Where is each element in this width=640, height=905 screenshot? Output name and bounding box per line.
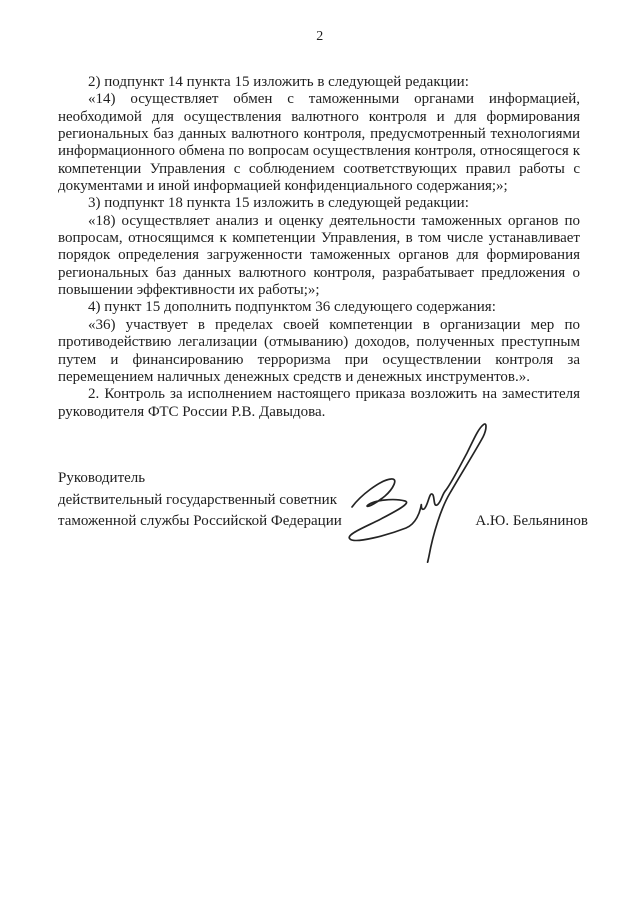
- document-body: [58, 74, 580, 421]
- text-line: 2) подпункт 14 пункта 15 изложить в следующей редакции:: [88, 74, 469, 90]
- text-line: региональных баз данных валютного контроля, предусмотренный технологиями: [58, 126, 580, 143]
- signer-service-line: таможенной службы Российской Федерации: [58, 513, 342, 529]
- text-line: повышении эффективности их работы;»;: [58, 282, 320, 299]
- text-line: документами и иной информацией конфиденциального содержания;»;: [58, 178, 508, 195]
- text-line: противодействию легализации (отмыванию) доходов, полученных преступным: [58, 334, 580, 351]
- text-line: 4) пункт 15 дополнить подпунктом 36 следующего содержания:: [88, 299, 496, 316]
- signer-rank-line: действительный государственный советник: [58, 491, 338, 508]
- signature-row: [58, 511, 588, 533]
- text-line: 2. Контроль за исполнением настоящего приказа возложить на заместителя: [88, 386, 580, 403]
- text-line: перемещением наличных денежных средств и денежных инструментов.».: [58, 368, 531, 385]
- text-line: компетенции Управления с соблюдением соответствующих правил работы с: [58, 160, 580, 177]
- signer-title-line: Руководитель: [58, 470, 146, 486]
- text-line: «18) осуществляет анализ и оценку деятельности таможенных органов по: [88, 212, 580, 229]
- text-line: «14) осуществляет обмен с таможенными органами информацией,: [88, 91, 580, 108]
- signature-block: [58, 468, 588, 533]
- text-line: руководителя ФТС России Р.В. Давыдова.: [58, 403, 326, 420]
- text-line: информационного обмена по вопросам осуществления контроля, относящегося к: [58, 143, 580, 160]
- text-line: «36) участвует в пределах своей компетенции в организации мер по: [88, 316, 580, 333]
- text-line: вопросам, относящимся к компетенции Управления, в том числе устанавливает: [58, 230, 580, 247]
- text-line: региональных баз данных валютного контроля, разрабатывает предложения о: [58, 264, 580, 281]
- text-line: порядок определения загруженности таможенных органов для формирования: [58, 247, 580, 264]
- page-number: 2: [316, 29, 324, 44]
- text-line: 3) подпункт 18 пункта 15 изложить в следующей редакции:: [88, 195, 469, 212]
- signer-name: А.Ю. Бельянинов: [475, 513, 588, 529]
- text-line: путем и финансированию терроризма при осуществлении контроля за: [58, 351, 580, 368]
- text-line: необходимой для осуществления валютного контроля и для формирования: [58, 108, 580, 125]
